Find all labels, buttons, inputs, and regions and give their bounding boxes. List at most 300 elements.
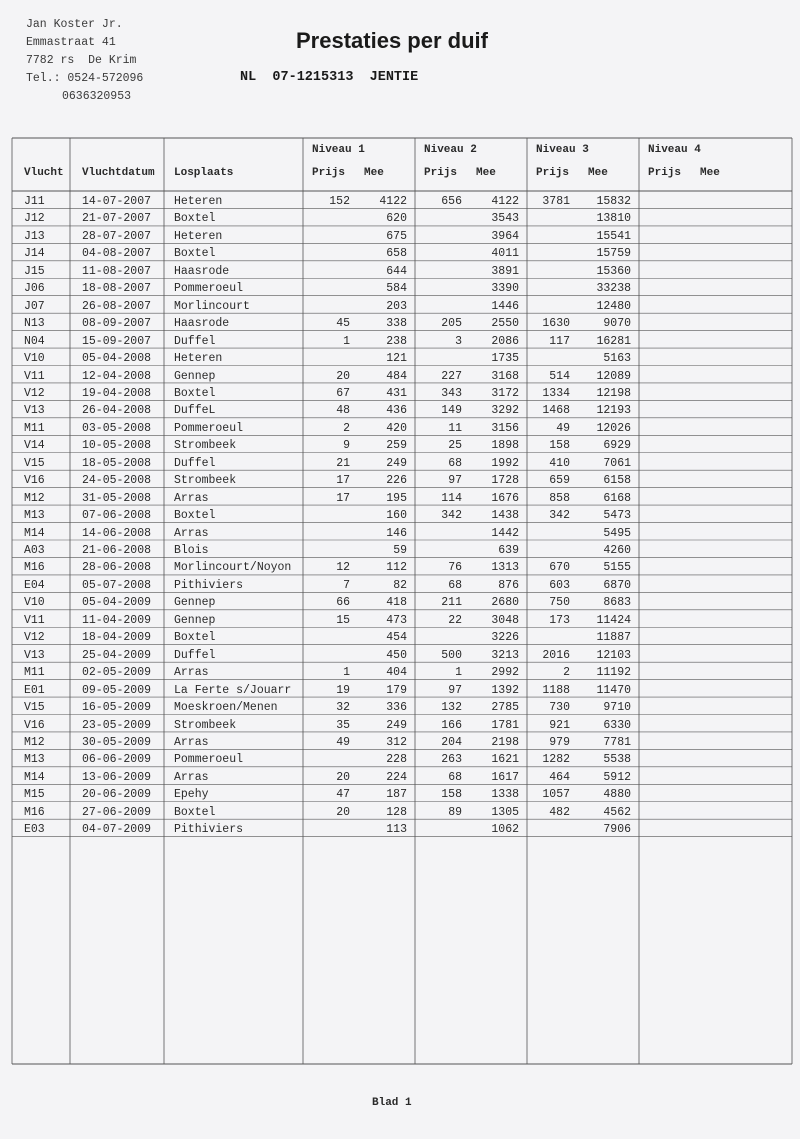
cell-vluchtdatum: 26-08-2007: [82, 299, 152, 313]
cell-niveau1-mee: 113: [386, 823, 407, 837]
cell-niveau1-prijs: 1: [343, 334, 350, 348]
cell-losplaats: Strombeek: [174, 718, 237, 732]
cell-vluchtdatum: 25-04-2009: [82, 648, 152, 662]
cell-niveau3-mee: 4562: [603, 805, 631, 819]
cell-niveau1-prijs: 45: [336, 317, 350, 331]
cell-niveau1-prijs: 15: [336, 613, 350, 627]
cell-niveau3-prijs: 410: [549, 456, 570, 470]
cell-vluchtdatum: 24-05-2008: [82, 474, 152, 488]
header-vluchtdatum: Vluchtdatum: [82, 167, 155, 179]
cell-niveau1-prijs: 152: [329, 195, 350, 208]
cell-losplaats: La Ferte s/Jouarr: [174, 683, 292, 697]
cell-losplaats: Blois: [174, 544, 209, 557]
cell-losplaats: Pithiviers: [174, 823, 244, 837]
cell-vluchtdatum: 14-06-2008: [82, 526, 152, 540]
cell-niveau2-mee: 3390: [491, 282, 519, 296]
cell-niveau3-mee: 6168: [603, 491, 631, 505]
cell-niveau3-prijs: 49: [556, 421, 570, 435]
cell-niveau1-mee: 454: [386, 631, 407, 645]
cell-niveau2-mee: 3048: [491, 613, 519, 627]
cell-vluchtdatum: 03-05-2008: [82, 421, 152, 435]
cell-niveau1-mee: 418: [386, 596, 407, 610]
pigeon-id: NL 07-1215313 JENTIE: [240, 70, 419, 85]
cell-niveau1-mee: 584: [386, 282, 407, 296]
cell-niveau3-mee: 15759: [596, 247, 631, 261]
cell-losplaats: Arras: [174, 735, 209, 749]
cell-vluchtdatum: 14-07-2007: [82, 195, 152, 208]
cell-vlucht: V16: [24, 718, 45, 732]
cell-niveau1-prijs: 17: [336, 491, 350, 505]
cell-niveau3-mee: 15832: [596, 195, 631, 208]
cell-niveau3-mee: 8683: [603, 596, 631, 610]
cell-niveau1-prijs: 67: [336, 386, 350, 400]
cell-vlucht: J14: [24, 247, 45, 261]
cell-vlucht: V10: [24, 596, 45, 610]
cell-losplaats: Strombeek: [174, 474, 237, 488]
cell-niveau2-prijs: 211: [441, 596, 462, 610]
cell-niveau3-mee: 6870: [603, 578, 631, 592]
header-mee: Mee: [588, 167, 608, 179]
cell-niveau1-mee: 160: [386, 509, 407, 523]
cell-niveau1-mee: 146: [386, 526, 407, 540]
cell-vluchtdatum: 27-06-2009: [82, 805, 152, 819]
cell-niveau2-mee: 1062: [491, 823, 519, 837]
cell-niveau1-prijs: 35: [336, 718, 350, 732]
cell-niveau3-mee: 11470: [596, 683, 631, 697]
cell-vluchtdatum: 15-09-2007: [82, 334, 152, 348]
cell-niveau2-prijs: 3: [455, 334, 462, 348]
cell-niveau3-mee: 5495: [603, 526, 631, 540]
cell-niveau3-mee: 6158: [603, 474, 631, 488]
cell-vluchtdatum: 28-07-2007: [82, 229, 152, 243]
cell-vlucht: M16: [24, 561, 45, 575]
cell-niveau3-mee: 12026: [596, 421, 631, 435]
cell-niveau1-mee: 179: [386, 683, 407, 697]
cell-vluchtdatum: 05-04-2008: [82, 352, 152, 366]
cell-niveau3-prijs: 117: [549, 334, 570, 348]
cell-losplaats: Gennep: [174, 369, 216, 383]
cell-vlucht: J06: [24, 282, 45, 296]
cell-niveau3-mee: 5163: [603, 352, 631, 366]
cell-niveau3-prijs: 670: [549, 561, 570, 575]
cell-niveau1-prijs: 21: [336, 456, 350, 470]
cell-vlucht: V12: [24, 386, 45, 400]
cell-niveau2-mee: 3172: [491, 386, 519, 400]
cell-vluchtdatum: 28-06-2008: [82, 561, 152, 575]
cell-niveau3-mee: 5912: [603, 770, 631, 784]
cell-niveau2-mee: 2785: [491, 701, 519, 715]
cell-niveau1-mee: 249: [386, 456, 407, 470]
cell-niveau1-mee: 473: [386, 613, 407, 627]
cell-losplaats: Gennep: [174, 596, 216, 610]
cell-losplaats: Pommeroeul: [174, 282, 244, 296]
cell-niveau1-prijs: 32: [336, 701, 350, 715]
cell-niveau2-mee: 2198: [491, 735, 519, 749]
cell-niveau3-prijs: 2016: [542, 648, 570, 662]
cell-vluchtdatum: 18-04-2009: [82, 631, 152, 645]
cell-losplaats: Epehy: [174, 788, 209, 802]
header-mee: Mee: [700, 167, 720, 179]
cell-niveau2-mee: 1438: [491, 509, 519, 523]
cell-losplaats: Gennep: [174, 613, 216, 627]
cell-niveau2-prijs: 158: [441, 788, 462, 802]
cell-niveau3-prijs: 1468: [542, 404, 570, 418]
cell-niveau2-prijs: 656: [441, 195, 462, 208]
cell-niveau1-mee: 224: [386, 770, 407, 784]
cell-niveau3-mee: 11424: [596, 613, 631, 627]
cell-niveau2-prijs: 132: [441, 701, 462, 715]
cell-vlucht: M12: [24, 491, 45, 505]
cell-vlucht: M14: [24, 770, 45, 784]
cell-vluchtdatum: 26-04-2008: [82, 404, 152, 418]
cell-vluchtdatum: 05-07-2008: [82, 578, 152, 592]
cell-vluchtdatum: 11-08-2007: [82, 264, 152, 278]
cell-losplaats: Duffel: [174, 648, 216, 662]
cell-losplaats: Pithiviers: [174, 578, 244, 592]
cell-vluchtdatum: 13-06-2009: [82, 770, 152, 784]
cell-losplaats: Moeskroen/Menen: [174, 701, 278, 715]
cell-vluchtdatum: 21-06-2008: [82, 544, 152, 557]
cell-niveau3-mee: 11887: [596, 631, 631, 645]
cell-losplaats: Arras: [174, 666, 209, 680]
cell-niveau1-prijs: 12: [336, 561, 350, 575]
cell-niveau1-prijs: 66: [336, 596, 350, 610]
cell-vluchtdatum: 07-06-2008: [82, 509, 152, 523]
cell-niveau1-mee: 420: [386, 421, 407, 435]
cell-niveau2-mee: 1676: [491, 491, 519, 505]
cell-vlucht: N13: [24, 317, 45, 331]
header-mee: Mee: [476, 167, 496, 179]
cell-vluchtdatum: 23-05-2009: [82, 718, 152, 732]
page-title: Prestaties per duif: [296, 28, 488, 53]
cell-niveau2-mee: 2086: [491, 334, 519, 348]
cell-niveau1-mee: 312: [386, 735, 407, 749]
cell-vlucht: E03: [24, 823, 45, 837]
cell-losplaats: Pommeroeul: [174, 421, 244, 435]
cell-niveau2-prijs: 342: [441, 509, 462, 523]
cell-niveau1-mee: 226: [386, 474, 407, 488]
header-prijs: Prijs: [648, 167, 682, 179]
cell-niveau1-mee: 59: [393, 544, 407, 557]
cell-niveau2-prijs: 149: [441, 404, 462, 418]
cell-niveau1-mee: 336: [386, 701, 407, 715]
cell-vluchtdatum: 02-05-2009: [82, 666, 152, 680]
cell-niveau2-mee: 1728: [491, 474, 519, 488]
cell-niveau3-prijs: 1057: [542, 788, 570, 802]
cell-niveau3-prijs: 750: [549, 596, 570, 610]
cell-niveau3-prijs: 1630: [542, 317, 570, 331]
cell-niveau3-prijs: 1282: [542, 753, 570, 767]
cell-niveau3-mee: 15360: [596, 264, 631, 278]
cell-losplaats: Boxtel: [174, 805, 216, 819]
cell-vluchtdatum: 10-05-2008: [82, 439, 152, 453]
cell-niveau3-mee: 9070: [603, 317, 631, 331]
cell-vluchtdatum: 30-05-2009: [82, 735, 152, 749]
cell-niveau2-prijs: 25: [448, 439, 462, 453]
cell-niveau1-mee: 259: [386, 439, 407, 453]
cell-losplaats: Arras: [174, 770, 209, 784]
cell-niveau2-mee: 1446: [491, 299, 519, 313]
cell-vlucht: V11: [24, 613, 45, 627]
cell-niveau3-mee: 12480: [596, 299, 631, 313]
cell-losplaats: Boxtel: [174, 247, 216, 261]
cell-niveau3-prijs: 464: [549, 770, 570, 784]
cell-vluchtdatum: 31-05-2008: [82, 491, 152, 505]
cell-vluchtdatum: 04-08-2007: [82, 247, 152, 261]
sender-city: 7782 rs De Krim: [26, 54, 137, 67]
header-losplaats: Losplaats: [174, 167, 234, 179]
cell-niveau3-mee: 13810: [596, 212, 631, 226]
cell-losplaats: Heteren: [174, 195, 223, 208]
cell-niveau1-mee: 620: [386, 212, 407, 226]
cell-niveau1-mee: 431: [386, 386, 407, 400]
cell-vlucht: J15: [24, 264, 45, 278]
cell-niveau2-mee: 1621: [491, 753, 519, 767]
cell-niveau1-mee: 338: [386, 317, 407, 331]
cell-vlucht: M16: [24, 805, 45, 819]
cell-niveau1-mee: 195: [386, 491, 407, 505]
cell-losplaats: Arras: [174, 526, 209, 540]
cell-vluchtdatum: 19-04-2008: [82, 386, 152, 400]
cell-niveau3-mee: 7781: [603, 735, 631, 749]
cell-niveau3-prijs: 730: [549, 701, 570, 715]
cell-losplaats: Strombeek: [174, 439, 237, 453]
cell-niveau1-prijs: 20: [336, 805, 350, 819]
cell-niveau3-mee: 12103: [596, 648, 631, 662]
cell-losplaats: Boxtel: [174, 631, 216, 645]
cell-niveau1-mee: 121: [386, 352, 407, 366]
cell-niveau2-prijs: 97: [448, 683, 462, 697]
cell-niveau3-mee: 7906: [603, 823, 631, 837]
sender-street: Emmastraat 41: [26, 36, 116, 49]
cell-vluchtdatum: 08-09-2007: [82, 317, 152, 331]
cell-vlucht: J13: [24, 229, 45, 243]
cell-niveau3-prijs: 603: [549, 578, 570, 592]
cell-niveau1-mee: 675: [386, 229, 407, 243]
cell-niveau2-prijs: 114: [441, 491, 462, 505]
cell-niveau2-mee: 2992: [491, 666, 519, 680]
cell-niveau1-mee: 238: [386, 334, 407, 348]
cell-niveau3-prijs: 514: [549, 369, 570, 383]
cell-niveau1-prijs: 20: [336, 369, 350, 383]
cell-niveau2-prijs: 97: [448, 474, 462, 488]
cell-losplaats: Duffel: [174, 456, 216, 470]
cell-vlucht: V11: [24, 369, 45, 383]
cell-vluchtdatum: 09-05-2009: [82, 683, 152, 697]
cell-vlucht: M14: [24, 526, 45, 540]
cell-niveau1-prijs: 19: [336, 683, 350, 697]
page-number: Blad 1: [372, 1097, 412, 1109]
cell-niveau2-prijs: 68: [448, 770, 462, 784]
header-mee: Mee: [364, 167, 384, 179]
cell-niveau2-mee: 1735: [491, 352, 519, 366]
cell-niveau2-mee: 1898: [491, 439, 519, 453]
header-niveau1: Niveau 1: [312, 144, 365, 156]
cell-vlucht: M12: [24, 735, 45, 749]
sender-mobile: 0636320953: [62, 90, 132, 103]
cell-niveau2-mee: 2550: [491, 317, 519, 331]
cell-niveau2-prijs: 166: [441, 718, 462, 732]
cell-vluchtdatum: 11-04-2009: [82, 613, 152, 627]
cell-losplaats: Pommeroeul: [174, 753, 244, 767]
cell-vluchtdatum: 05-04-2009: [82, 596, 152, 610]
cell-niveau1-mee: 128: [386, 805, 407, 819]
cell-niveau1-mee: 484: [386, 369, 407, 383]
cell-vlucht: J12: [24, 212, 45, 226]
sender-name: Jan Koster Jr.: [26, 18, 123, 31]
cell-niveau2-mee: 1781: [491, 718, 519, 732]
cell-niveau2-prijs: 22: [448, 613, 462, 627]
cell-niveau2-prijs: 227: [441, 369, 462, 383]
cell-vlucht: E04: [24, 578, 45, 592]
sender-phone: Tel.: 0524-572096: [26, 72, 144, 85]
cell-vlucht: M11: [24, 666, 45, 680]
cell-vlucht: V16: [24, 474, 45, 488]
cell-losplaats: Boxtel: [174, 386, 216, 400]
cell-niveau2-mee: 1305: [491, 805, 519, 819]
cell-losplaats: Heteren: [174, 352, 223, 366]
cell-niveau1-prijs: 20: [336, 770, 350, 784]
cell-niveau2-mee: 1617: [491, 770, 519, 784]
cell-vluchtdatum: 16-05-2009: [82, 701, 152, 715]
cell-niveau3-mee: 5473: [603, 509, 631, 523]
cell-niveau1-mee: 4122: [379, 195, 407, 208]
header-vlucht: Vlucht: [24, 167, 64, 179]
cell-niveau3-prijs: 342: [549, 509, 570, 523]
cell-niveau3-prijs: 1188: [542, 683, 570, 697]
cell-niveau3-mee: 12193: [596, 404, 631, 418]
cell-niveau3-mee: 16281: [596, 334, 631, 348]
cell-vlucht: V15: [24, 701, 45, 715]
cell-vlucht: M13: [24, 509, 45, 523]
cell-niveau3-mee: 12089: [596, 369, 631, 383]
cell-niveau1-mee: 203: [386, 299, 407, 313]
cell-niveau3-mee: 7061: [603, 456, 631, 470]
cell-niveau1-mee: 249: [386, 718, 407, 732]
cell-niveau3-mee: 9710: [603, 701, 631, 715]
cell-vlucht: V10: [24, 352, 45, 366]
cell-vlucht: V13: [24, 404, 45, 418]
cell-niveau2-mee: 1313: [491, 561, 519, 575]
cell-niveau2-prijs: 89: [448, 805, 462, 819]
cell-vlucht: E01: [24, 683, 45, 697]
cell-vluchtdatum: 20-06-2009: [82, 788, 152, 802]
cell-niveau2-mee: 3292: [491, 404, 519, 418]
header-prijs: Prijs: [424, 167, 458, 179]
cell-vlucht: J07: [24, 299, 45, 313]
cell-niveau2-mee: 4011: [491, 247, 519, 261]
cell-niveau1-mee: 658: [386, 247, 407, 261]
cell-losplaats: Duffel: [174, 334, 216, 348]
cell-niveau3-mee: 33238: [596, 282, 631, 296]
cell-vlucht: V12: [24, 631, 45, 645]
cell-niveau3-mee: 6330: [603, 718, 631, 732]
cell-niveau2-prijs: 76: [448, 561, 462, 575]
cell-niveau3-mee: 5538: [603, 753, 631, 767]
cell-niveau2-prijs: 1: [455, 666, 462, 680]
cell-niveau3-prijs: 1334: [542, 386, 570, 400]
cell-niveau3-mee: 15541: [596, 229, 631, 243]
header-niveau3: Niveau 3: [536, 144, 589, 156]
cell-niveau1-prijs: 48: [336, 404, 350, 418]
cell-vluchtdatum: 21-07-2007: [82, 212, 152, 226]
cell-niveau2-mee: 1338: [491, 788, 519, 802]
cell-niveau2-prijs: 68: [448, 578, 462, 592]
cell-niveau1-prijs: 2: [343, 421, 350, 435]
cell-niveau3-mee: 6929: [603, 439, 631, 453]
cell-niveau2-mee: 1992: [491, 456, 519, 470]
cell-niveau1-prijs: 1: [343, 666, 350, 680]
cell-losplaats: Arras: [174, 491, 209, 505]
cell-vluchtdatum: 18-05-2008: [82, 456, 152, 470]
cell-niveau2-mee: 1392: [491, 683, 519, 697]
cell-vluchtdatum: 18-08-2007: [82, 282, 152, 296]
cell-niveau2-mee: 3226: [491, 631, 519, 645]
cell-niveau1-prijs: 47: [336, 788, 350, 802]
cell-niveau2-mee: 3964: [491, 229, 519, 243]
cell-losplaats: Haasrode: [174, 317, 230, 331]
cell-niveau3-prijs: 659: [549, 474, 570, 488]
cell-niveau2-mee: 3156: [491, 421, 519, 435]
cell-vlucht: N04: [24, 334, 45, 348]
cell-losplaats: DuffeL: [174, 404, 216, 418]
cell-niveau2-mee: 2680: [491, 596, 519, 610]
cell-niveau3-mee: 12198: [596, 386, 631, 400]
cell-niveau1-prijs: 49: [336, 735, 350, 749]
cell-niveau2-prijs: 500: [441, 648, 462, 662]
cell-niveau3-prijs: 158: [549, 439, 570, 453]
cell-niveau2-mee: 3891: [491, 264, 519, 278]
cell-niveau2-prijs: 263: [441, 753, 462, 767]
cell-niveau1-mee: 404: [386, 666, 407, 680]
cell-niveau1-mee: 82: [393, 578, 407, 592]
cell-niveau1-mee: 112: [386, 561, 407, 575]
cell-vluchtdatum: 12-04-2008: [82, 369, 152, 383]
cell-niveau2-mee: 3168: [491, 369, 519, 383]
cell-niveau3-mee: 4880: [603, 788, 631, 802]
cell-niveau3-prijs: 3781: [542, 195, 570, 208]
cell-vlucht: A03: [24, 544, 45, 557]
cell-niveau3-mee: 5155: [603, 561, 631, 575]
cell-niveau2-mee: 3543: [491, 212, 519, 226]
cell-niveau3-prijs: 173: [549, 613, 570, 627]
cell-niveau1-mee: 187: [386, 788, 407, 802]
cell-niveau3-prijs: 2: [563, 666, 570, 680]
cell-vlucht: J11: [24, 195, 45, 208]
cell-niveau3-prijs: 979: [549, 735, 570, 749]
cell-vlucht: V14: [24, 439, 45, 453]
cell-vlucht: V13: [24, 648, 45, 662]
cell-niveau2-prijs: 343: [441, 386, 462, 400]
header-niveau4: Niveau 4: [648, 144, 701, 156]
cell-niveau2-prijs: 204: [441, 735, 462, 749]
cell-vluchtdatum: 04-07-2009: [82, 823, 152, 837]
cell-vlucht: V15: [24, 456, 45, 470]
cell-vlucht: M11: [24, 421, 45, 435]
cell-niveau1-prijs: 17: [336, 474, 350, 488]
cell-losplaats: Morlincourt: [174, 299, 250, 313]
cell-niveau2-mee: 3213: [491, 648, 519, 662]
header-niveau2: Niveau 2: [424, 144, 477, 156]
header-prijs: Prijs: [536, 167, 570, 179]
cell-vlucht: M15: [24, 788, 45, 802]
cell-niveau2-prijs: 205: [441, 317, 462, 331]
cell-niveau2-prijs: 68: [448, 456, 462, 470]
cell-losplaats: Haasrode: [174, 264, 230, 278]
cell-losplaats: Heteren: [174, 229, 223, 243]
cell-vluchtdatum: 06-06-2009: [82, 753, 152, 767]
cell-niveau1-prijs: 9: [343, 439, 350, 453]
